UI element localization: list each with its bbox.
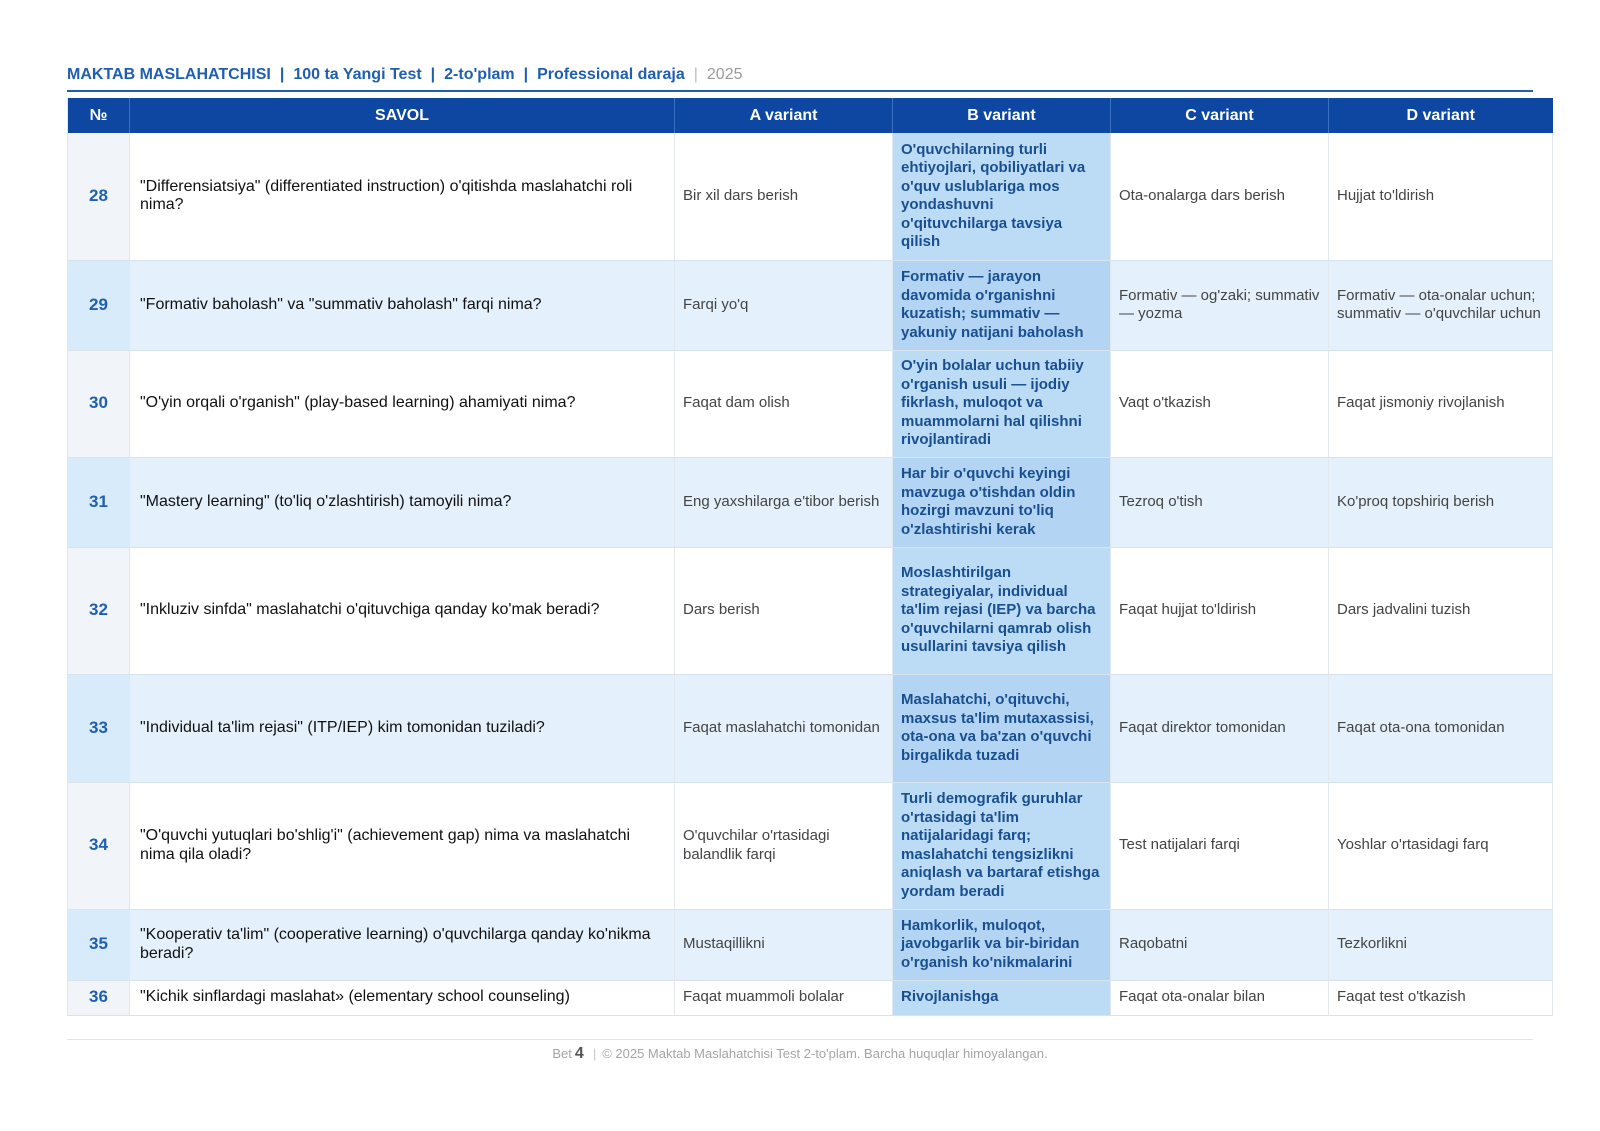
header-subtitle: 100 ta Yangi Test xyxy=(293,66,422,83)
question-text: "Individual ta'lim rejasi" (ITP/IEP) kim tomonidan tuziladi? xyxy=(130,674,675,782)
option-c: Vaqt o'tkazish xyxy=(1111,350,1329,457)
page-header xyxy=(67,66,1533,92)
option-c: Faqat direktor tomonidan xyxy=(1111,674,1329,782)
option-a: Dars berish xyxy=(675,547,893,674)
option-d: Formativ — ota-onalar uchun; summativ — o'quvchilar uchun xyxy=(1329,260,1553,350)
header-separator: | xyxy=(279,66,285,83)
option-a: Faqat muammoli bolalar xyxy=(675,980,893,1015)
question-number: 36 xyxy=(68,980,130,1015)
option-c: Test natijalari farqi xyxy=(1111,782,1329,909)
table-row xyxy=(68,350,1553,457)
option-d: Faqat test o'tkazish xyxy=(1329,980,1553,1015)
table-header-row xyxy=(68,98,1553,133)
header-set: 2-to'plam xyxy=(444,66,515,83)
column-header-number: № xyxy=(68,98,130,133)
table-row xyxy=(68,133,1553,260)
header-separator: | xyxy=(693,66,698,83)
option-b-answer: O'quvchilarning turli ehtiyojlari, qobiliyatlari va o'quv uslublariga mos yondashuvni o'qituvchilarga tavsiya qilish xyxy=(893,133,1111,260)
option-b-answer: Rivojlanishga xyxy=(893,980,1111,1015)
footer-divider xyxy=(67,1039,1533,1040)
column-header-a: A variant xyxy=(675,98,893,133)
question-number: 29 xyxy=(68,260,130,350)
question-text: "Kooperativ ta'lim" (cooperative learning) o'quvchilarga qanday ko'nikma beradi? xyxy=(130,909,675,980)
option-d: Dars jadvalini tuzish xyxy=(1329,547,1553,674)
question-text: "Mastery learning" (to'liq o'zlashtirish) tamoyili nima? xyxy=(130,457,675,547)
option-d: Ko'proq topshiriq berish xyxy=(1329,457,1553,547)
option-a: Faqat maslahatchi tomonidan xyxy=(675,674,893,782)
option-b-answer: Moslashtirilgan strategiyalar, individual ta'lim rejasi (IEP) va barcha o'quvchilarni qamrab olish usullarini tavsiya qilish xyxy=(893,547,1111,674)
column-header-question: SAVOL xyxy=(130,98,675,133)
option-b-answer: Formativ — jarayon davomida o'rganishni kuzatish; summativ — yakuniy natijani baholash xyxy=(893,260,1111,350)
header-title: MAKTAB MASLAHATCHISI xyxy=(67,66,271,83)
option-b-answer: Hamkorlik, muloqot, javobgarlik va bir-biridan o'rganish ko'nikmalarini xyxy=(893,909,1111,980)
column-header-c: C variant xyxy=(1111,98,1329,133)
option-b-answer: Har bir o'quvchi keyingi mavzuga o'tishdan oldin hozirgi mavzuni to'liq o'zlashtirishi kerak xyxy=(893,457,1111,547)
column-header-d: D variant xyxy=(1329,98,1553,133)
option-d: Faqat ota-ona tomonidan xyxy=(1329,674,1553,782)
option-c: Faqat hujjat to'ldirish xyxy=(1111,547,1329,674)
header-year: 2025 xyxy=(706,66,743,83)
table-row xyxy=(68,980,1553,1015)
table-row xyxy=(68,782,1553,909)
option-c: Formativ — og'zaki; summativ — yozma xyxy=(1111,260,1329,350)
option-a: Farqi yo'q xyxy=(675,260,893,350)
header-level: Professional daraja xyxy=(537,66,685,83)
footer-separator: | xyxy=(592,1046,597,1061)
option-b-answer: Turli demografik guruhlar o'rtasidagi ta'lim natijalaridagi farq; maslahatchi tengsizlikni aniqlash va bartaraf etishga yordam beradi xyxy=(893,782,1111,909)
option-a: Bir xil dars berish xyxy=(675,133,893,260)
option-c: Raqobatni xyxy=(1111,909,1329,980)
option-d: Yoshlar o'rtasidagi farq xyxy=(1329,782,1553,909)
page-footer xyxy=(0,1045,1600,1063)
question-number: 32 xyxy=(68,547,130,674)
header-separator: | xyxy=(430,66,436,83)
option-b-answer: Maslahatchi, o'qituvchi, maxsus ta'lim mutaxassisi, ota-ona va ba'zan o'quvchi birgalikda tuzadi xyxy=(893,674,1111,782)
question-number: 28 xyxy=(68,133,130,260)
question-table xyxy=(67,98,1553,1016)
option-a: Faqat dam olish xyxy=(675,350,893,457)
table-row xyxy=(68,547,1553,674)
option-d: Tezkorlikni xyxy=(1329,909,1553,980)
table-row xyxy=(68,260,1553,350)
question-number: 31 xyxy=(68,457,130,547)
question-text: "Differensiatsiya" (differentiated instruction) o'qitishda maslahatchi roli nima? xyxy=(130,133,675,260)
option-d: Faqat jismoniy rivojlanish xyxy=(1329,350,1553,457)
option-c: Tezroq o'tish xyxy=(1111,457,1329,547)
option-b-answer: O'yin bolalar uchun tabiiy o'rganish usuli — ijodiy fikrlash, muloqot va muammolarni hal qilishni rivojlantiradi xyxy=(893,350,1111,457)
footer-copyright: © 2025 Maktab Maslahatchisi Test 2-to'plam. Barcha huquqlar himoyalangan. xyxy=(602,1046,1048,1061)
footer-page-number: 4 xyxy=(574,1045,584,1062)
option-a: O'quvchilar o'rtasidagi balandlik farqi xyxy=(675,782,893,909)
question-number: 35 xyxy=(68,909,130,980)
option-d: Hujjat to'ldirish xyxy=(1329,133,1553,260)
question-text: "O'yin orqali o'rganish" (play-based learning) ahamiyati nima? xyxy=(130,350,675,457)
option-a: Eng yaxshilarga e'tibor berish xyxy=(675,457,893,547)
question-text: "Inkluziv sinfda" maslahatchi o'qituvchiga qanday ko'mak beradi? xyxy=(130,547,675,674)
column-header-b: B variant xyxy=(893,98,1111,133)
question-text: "O'quvchi yutuqlari bo'shlig'i" (achievement gap) nima va maslahatchi nima qila oladi? xyxy=(130,782,675,909)
question-number: 30 xyxy=(68,350,130,457)
option-a: Mustaqillikni xyxy=(675,909,893,980)
question-text: "Kichik sinflardagi maslahat» (elementary school counseling) xyxy=(130,980,675,1015)
table-row xyxy=(68,457,1553,547)
option-c: Ota-onalarga dars berish xyxy=(1111,133,1329,260)
option-c: Faqat ota-onalar bilan xyxy=(1111,980,1329,1015)
question-number: 34 xyxy=(68,782,130,909)
header-separator: | xyxy=(523,66,529,83)
question-number: 33 xyxy=(68,674,130,782)
footer-page-label: Bet xyxy=(552,1046,572,1061)
table-row xyxy=(68,909,1553,980)
table-row xyxy=(68,674,1553,782)
question-table-container xyxy=(67,98,1552,1016)
question-text: "Formativ baholash" va "summativ baholash" farqi nima? xyxy=(130,260,675,350)
